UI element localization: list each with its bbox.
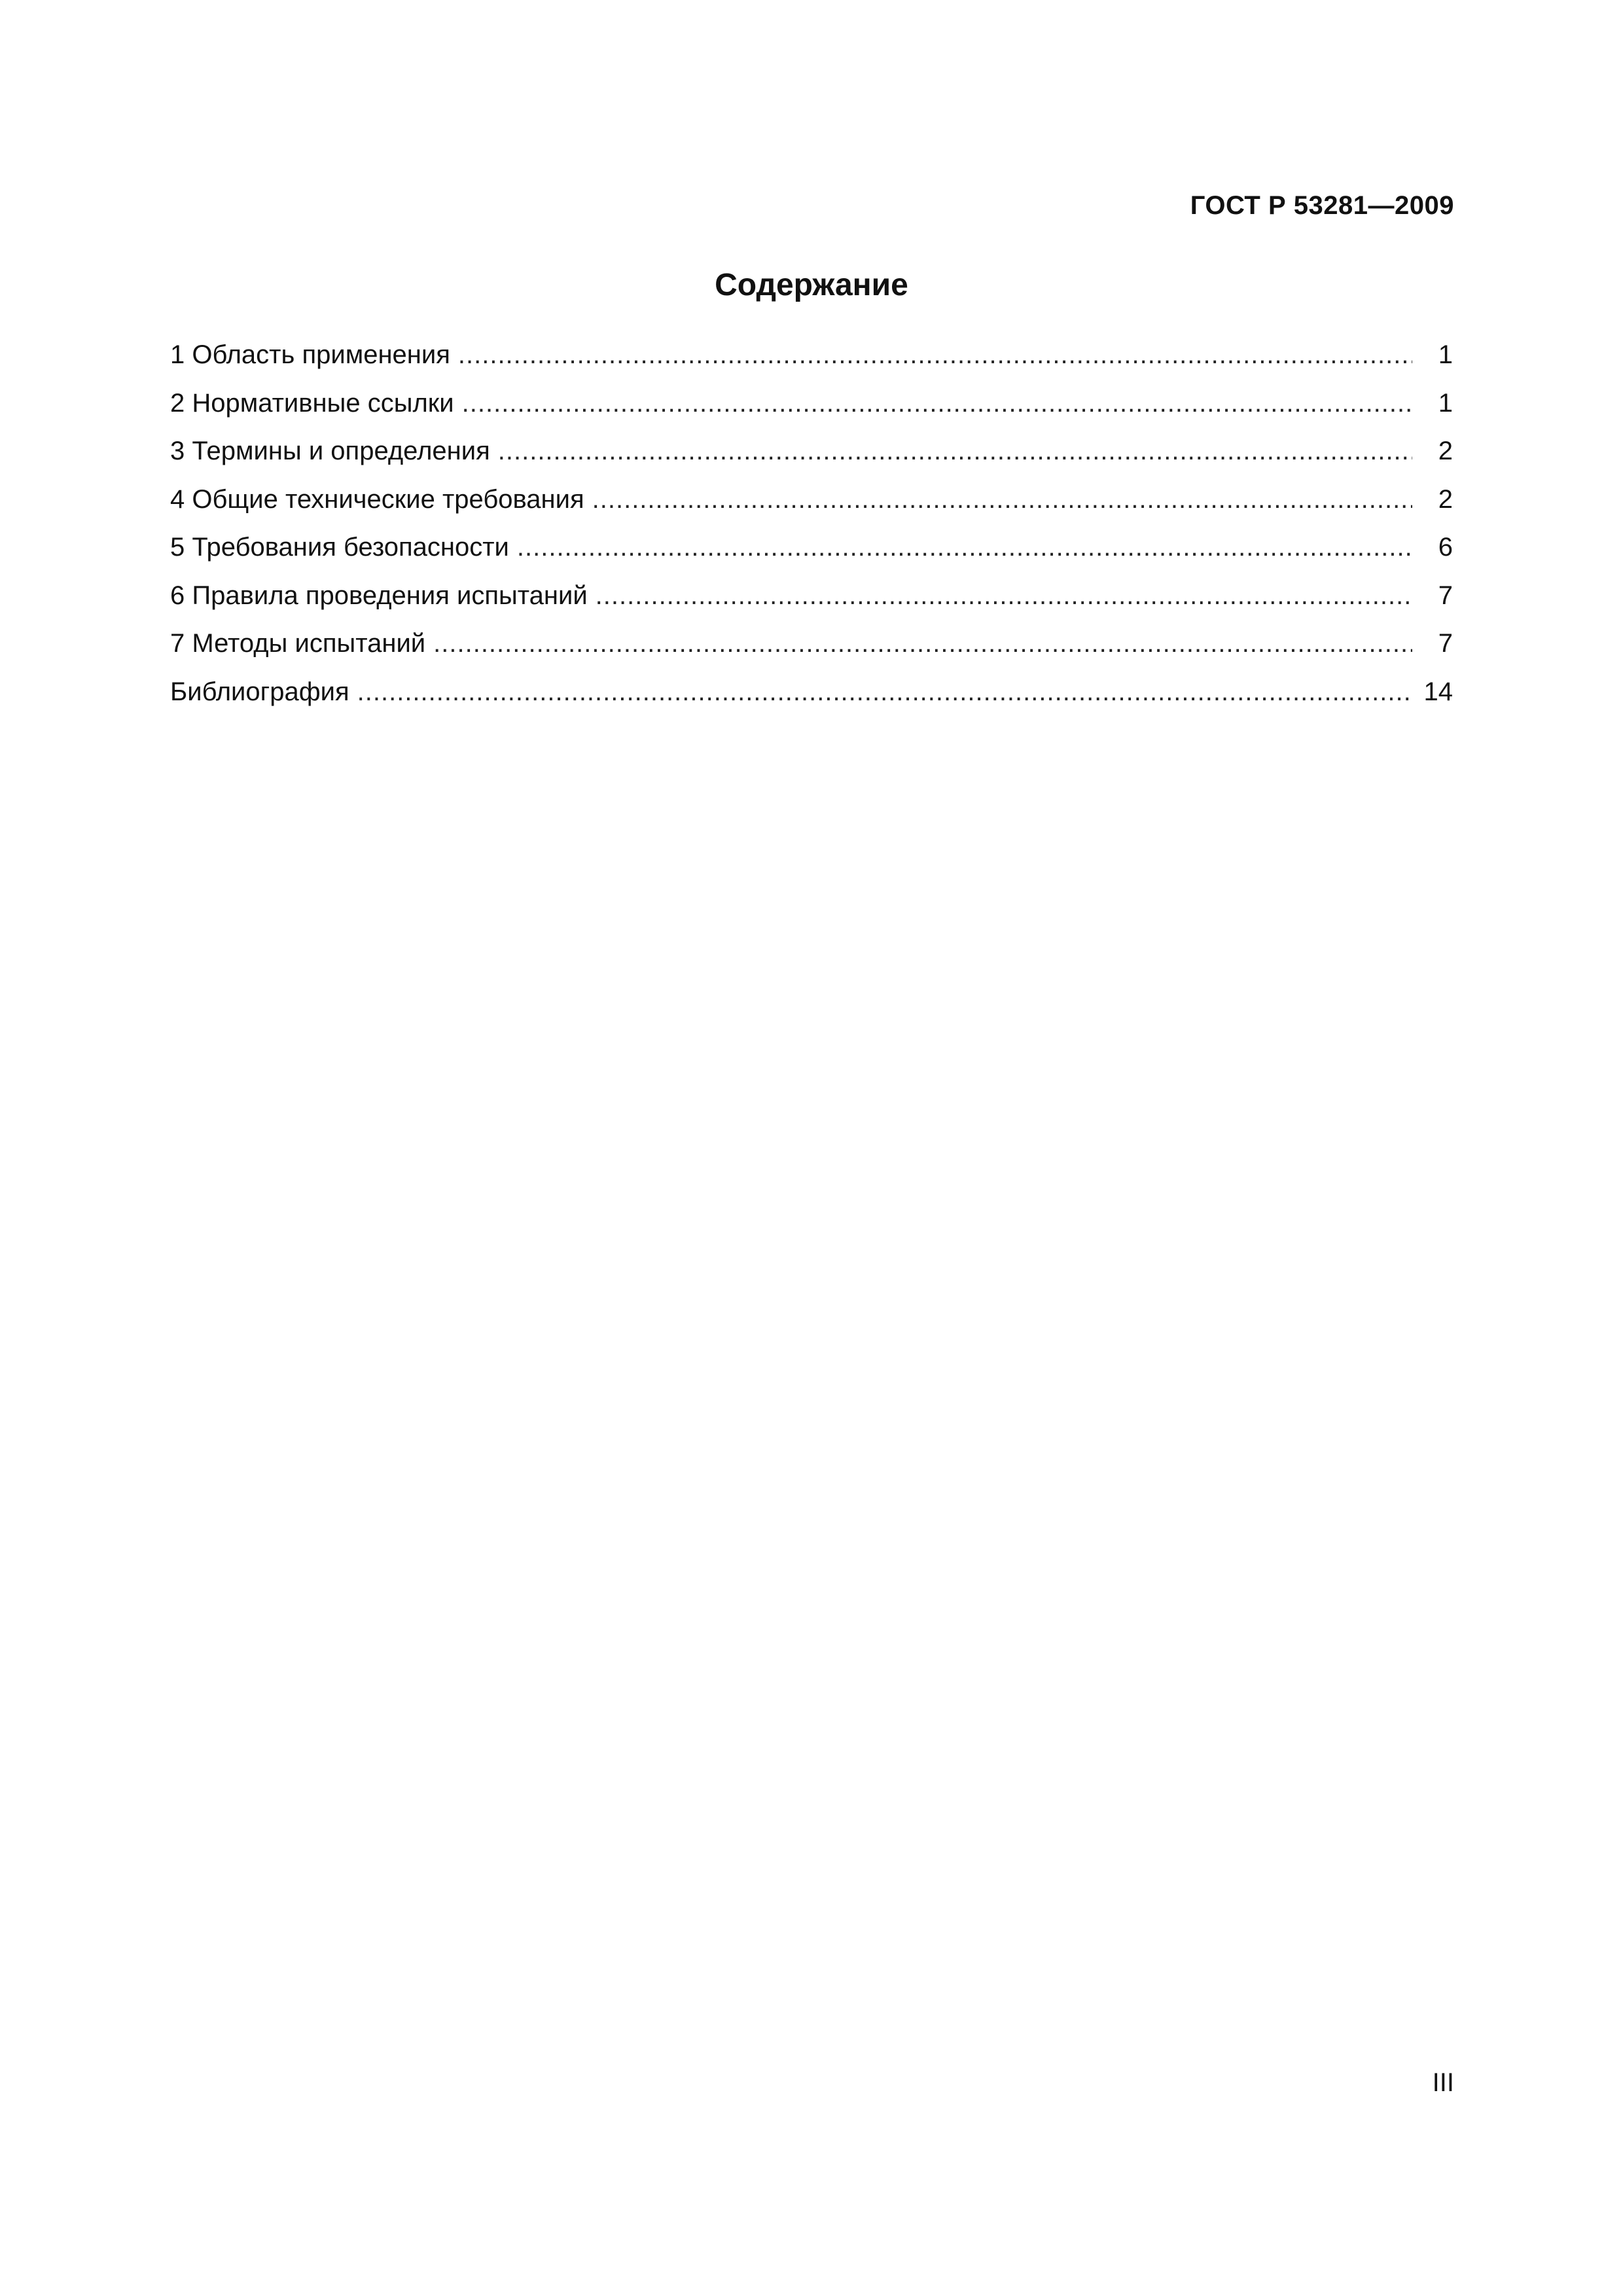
- toc-entry[interactable]: [170, 384, 1453, 432]
- toc-entry[interactable]: [170, 672, 1453, 721]
- document-code: ГОСТ Р 53281—2009: [1190, 191, 1454, 220]
- dot-leader: [596, 576, 1412, 615]
- toc-entry[interactable]: [170, 335, 1453, 384]
- dot-leader: [517, 528, 1412, 567]
- toc-entry-page: 2: [1438, 484, 1453, 514]
- toc-entry-page: 14: [1423, 677, 1453, 706]
- toc-entry-label: 4 Общие технические требования: [170, 484, 584, 514]
- dot-leader: [357, 672, 1412, 711]
- toc-entry[interactable]: [170, 528, 1453, 576]
- toc-entry-label: 5 Требования безопасности: [170, 533, 509, 562]
- toc-entry-page: 1: [1438, 388, 1453, 418]
- toc-entry[interactable]: [170, 576, 1453, 624]
- toc-entry-page: 7: [1438, 581, 1453, 610]
- toc-entry-label: Библиография: [170, 677, 349, 706]
- toc-entry[interactable]: [170, 624, 1453, 672]
- page-number: III: [1432, 2068, 1454, 2097]
- dot-leader: [592, 480, 1412, 519]
- toc-entry[interactable]: [170, 431, 1453, 480]
- toc-entry-label: 3 Термины и определения: [170, 437, 490, 465]
- toc-entry-page: 6: [1438, 533, 1453, 562]
- toc-entry-label: 7 Методы испытаний: [170, 629, 426, 658]
- dot-leader: [498, 431, 1412, 471]
- toc-title: Содержание: [715, 268, 908, 302]
- dot-leader: [458, 335, 1412, 374]
- dot-leader: [433, 624, 1412, 663]
- toc-entry-page: 7: [1438, 629, 1453, 658]
- toc-entry-page: 1: [1438, 340, 1453, 369]
- toc-entry-label: 6 Правила проведения испытаний: [170, 581, 588, 610]
- table-of-contents: [170, 335, 1453, 720]
- dot-leader: [462, 384, 1412, 423]
- toc-entry-page: 2: [1438, 437, 1453, 465]
- toc-entry[interactable]: [170, 480, 1453, 528]
- toc-entry-label: 2 Нормативные ссылки: [170, 388, 454, 418]
- toc-entry-label: 1 Область применения: [170, 340, 450, 369]
